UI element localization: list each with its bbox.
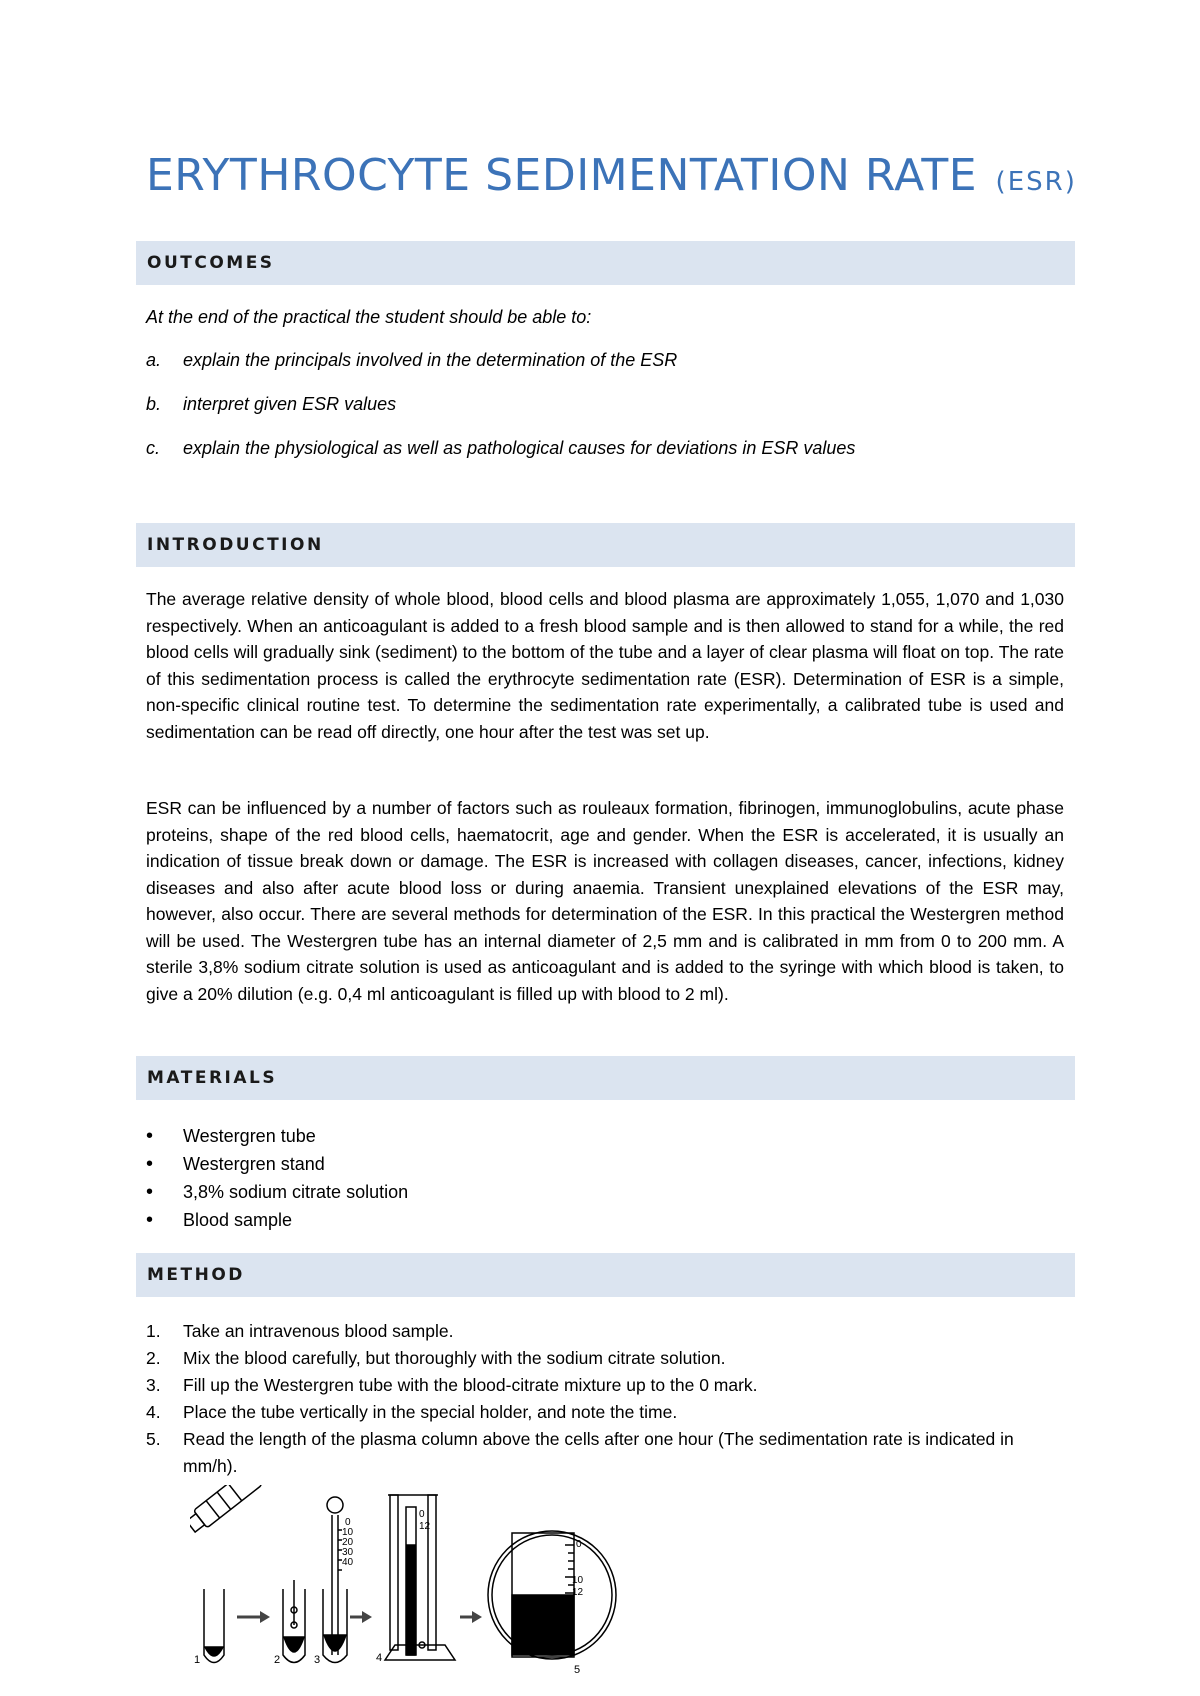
materials-list <box>146 1122 408 1234</box>
scale-label: 0 <box>576 1539 582 1550</box>
step-number: 1. <box>146 1321 161 1341</box>
introduction-paragraph: The average relative density of whole blood, blood cells and blood plasma are approximately 1,055, 1,070 and 1,030 respectively. When an anticoagulant is added to a fresh blood sample and is then allowed to stand for a while, the red blood cells will gradually sink (sediment) to the bottom of the tube and a layer of clear plasma will float on top. The rate of this sedimentation process is called the erythrocyte sedimentation rate (ESR). Determination of ESR is a simple, non-specific clinical routine test. To determine the sedimentation rate experimentally, a calibrated tube is used and sedimentation can be read off directly, one hour after the test was set up. <box>146 589 1064 742</box>
list-item: • 3,8% sodium citrate solution <box>146 1178 408 1206</box>
scale-label: 10 <box>342 1527 354 1538</box>
method-heading-bar <box>136 1253 1075 1297</box>
introduction-heading-bar <box>136 523 1075 567</box>
outcome-text: explain the principals involved in the determination of the ESR <box>183 350 678 370</box>
syringe-icon <box>190 1485 284 1535</box>
list-item <box>146 1426 1064 1480</box>
esr-procedure-figure <box>190 1485 630 1690</box>
step-label: 3 <box>314 1654 321 1666</box>
outcome-text: interpret given ESR values <box>183 394 397 414</box>
method-steps <box>146 1318 1064 1480</box>
list-item: • Blood sample <box>146 1206 408 1234</box>
scale-label: 12 <box>572 1587 584 1598</box>
arrow-right-icon <box>460 1611 482 1623</box>
outcome-marker: b. <box>146 394 162 414</box>
scale-label: 30 <box>342 1547 354 1558</box>
step-text: Place the tube vertically in the special holder, and note the time. <box>183 1402 678 1422</box>
list-item <box>146 1318 1064 1345</box>
outcome-marker: a. <box>146 350 162 370</box>
step-text: Take an intravenous blood sample. <box>183 1321 454 1341</box>
scale-label: 0 <box>419 1509 425 1520</box>
arrow-right-icon <box>237 1611 270 1623</box>
outcome-text: explain the physiological as well as pathological causes for deviations in ESR values <box>183 438 856 458</box>
introduction-heading: INTRODUCTION <box>147 535 324 555</box>
scale-label: 10 <box>572 1575 584 1586</box>
list-item: • Westergren tube <box>146 1122 408 1150</box>
step-label: 5 <box>574 1664 581 1676</box>
step-label: 1 <box>194 1654 201 1666</box>
arrow-right-icon <box>350 1611 372 1623</box>
outcomes-heading: OUTCOMES <box>147 253 275 273</box>
mixing-tube-icon <box>283 1580 305 1663</box>
list-item <box>146 1345 1064 1372</box>
page-title <box>146 150 1086 201</box>
scale-label: 40 <box>342 1557 354 1568</box>
materials-heading-bar <box>136 1056 1075 1100</box>
step-label: 2 <box>274 1654 281 1666</box>
list-item: • Westergren stand <box>146 1150 408 1178</box>
step-text: Mix the blood carefully, but thoroughly with the sodium citrate solution. <box>183 1348 726 1368</box>
westergren-pipette-icon <box>323 1497 347 1663</box>
step-number: 5. <box>146 1429 161 1449</box>
step-number: 4. <box>146 1402 161 1422</box>
blood-tube-icon <box>204 1589 224 1663</box>
step-number: 3. <box>146 1375 161 1395</box>
list-item <box>146 1399 1064 1426</box>
scale-label: 12 <box>419 1521 431 1532</box>
magnified-tube-icon <box>488 1531 616 1659</box>
scale-label: 20 <box>342 1537 354 1548</box>
step-text: Fill up the Westergren tube with the blood-citrate mixture up to the 0 mark. <box>183 1375 758 1395</box>
scale-label: 0 <box>345 1517 351 1528</box>
introduction-paragraph: ESR can be influenced by a number of factors such as rouleaux formation, fibrinogen, immunoglobulins, acute phase proteins, shape of the red blood cells, haematocrit, age and gender. When the ESR is accelerated, it is usually an indication of tissue break down or damage. The ESR is increased with collagen diseases, cancer, infections, kidney diseases and also after acute blood loss or during anaemia. Transient unexplained elevations of the ESR may, however, also occur. There are several methods for determination of the ESR. In this practical the Westergren method will be used. The Westergren tube has an internal diameter of 2,5 mm and is calibrated in mm from 0 to 200 mm. A sterile 3,8% sodium citrate solution is used as anticoagulant and is added to the syringe with which blood is taken, to give a 20% dilution (e.g. 0,4 ml anticoagulant is filled up with blood to 2 ml). <box>146 798 1064 1004</box>
title-main: ERYTHROCYTE SEDIMENTATION RATE <box>146 150 978 201</box>
step-label: 4 <box>376 1652 383 1664</box>
step-text: Read the length of the plasma column above the cells after one hour (The sedimentation rate is indicated in mm/h). <box>183 1429 1014 1476</box>
outcomes-heading-bar <box>136 241 1075 285</box>
list-item <box>146 1372 1064 1399</box>
outcome-marker: c. <box>146 438 161 458</box>
title-abbreviation: (ESR) <box>995 167 1077 197</box>
method-heading: METHOD <box>147 1265 245 1285</box>
outcomes-intro: At the end of the practical the student should be able to: <box>146 307 592 327</box>
materials-heading: MATERIALS <box>147 1068 278 1088</box>
step-number: 2. <box>146 1348 161 1368</box>
